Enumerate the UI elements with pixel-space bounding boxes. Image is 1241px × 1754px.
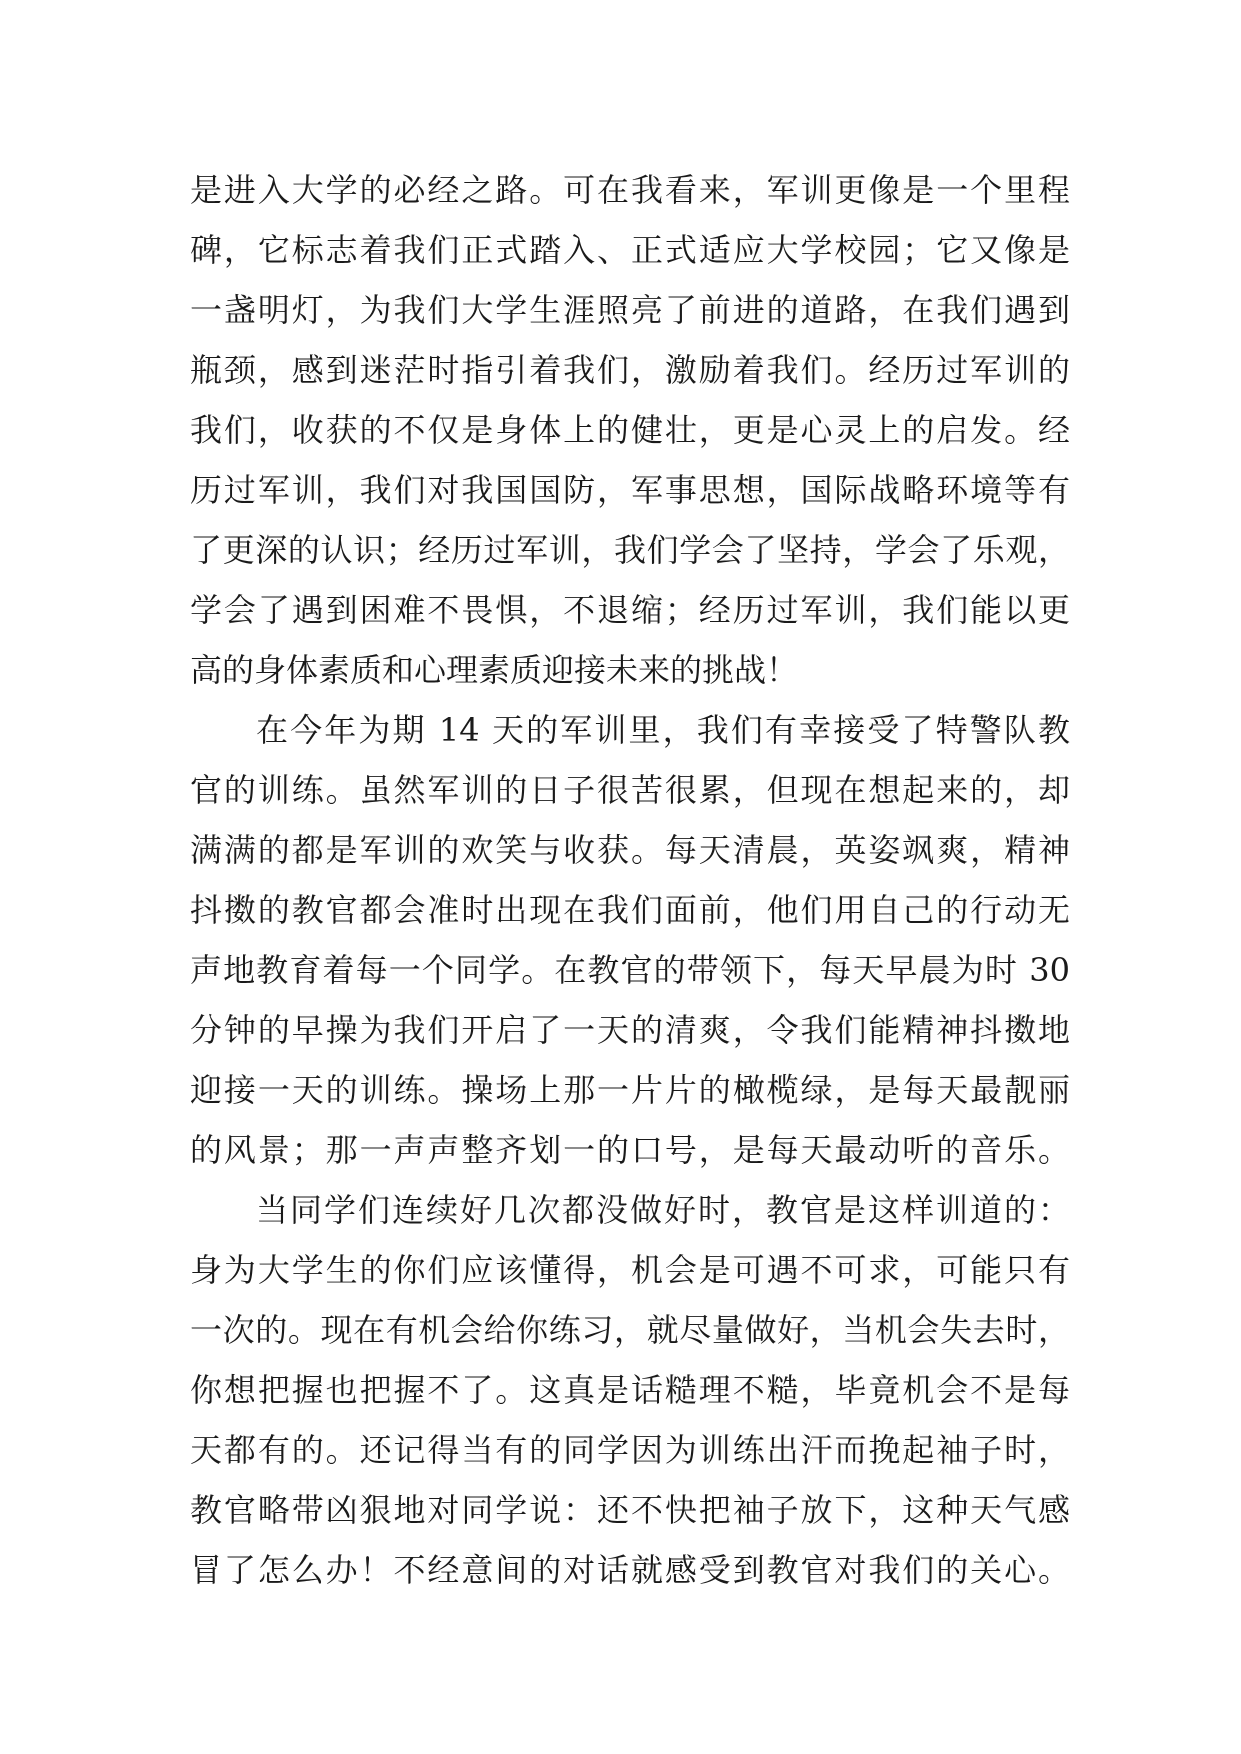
text-line: 天都有的。还记得当有的同学因为训练出汗而挽起袖子时， [190, 1431, 1070, 1469]
text-line: 我们，收获的不仅是身体上的健壮，更是心灵上的启发。经 [190, 411, 1070, 449]
paragraph-3 [190, 1180, 1070, 1600]
text-line: 教官略带凶狠地对同学说：还不快把袖子放下，这种天气感 [190, 1491, 1070, 1529]
paragraph-2 [190, 700, 1070, 1180]
text-line: 一盏明灯，为我们大学生涯照亮了前进的道路，在我们遇到 [190, 291, 1070, 329]
text-line: 抖擞的教官都会准时出现在我们面前，他们用自己的行动无 [190, 891, 1070, 929]
text-line: 学会了遇到困难不畏惧，不退缩；经历过军训，我们能以更 [190, 591, 1070, 629]
text-line: 在今年为期 14 天的军训里，我们有幸接受了特警队教 [256, 711, 1070, 749]
text-line: 冒了怎么办！不经意间的对话就感受到教官对我们的关心。 [190, 1551, 1070, 1589]
document-body [190, 160, 1070, 1600]
text-line: 分钟的早操为我们开启了一天的清爽，令我们能精神抖擞地 [190, 1011, 1070, 1049]
text-line: 瓶颈，感到迷茫时指引着我们，激励着我们。经历过军训的 [190, 351, 1070, 389]
text-line: 碑，它标志着我们正式踏入、正式适应大学校园；它又像是 [190, 231, 1070, 269]
paragraph-1 [190, 160, 1070, 700]
text-line: 一次的。现在有机会给你练习，就尽量做好，当机会失去时， [190, 1311, 1070, 1349]
text-line: 是进入大学的必经之路。可在我看来，军训更像是一个里程 [190, 171, 1070, 209]
text-line: 满满的都是军训的欢笑与收获。每天清晨，英姿飒爽，精神 [190, 831, 1070, 869]
text-line: 了更深的认识；经历过军训，我们学会了坚持，学会了乐观， [190, 531, 1070, 569]
text-line: 身为大学生的你们应该懂得，机会是可遇不可求，可能只有 [190, 1251, 1070, 1289]
text-line: 官的训练。虽然军训的日子很苦很累，但现在想起来的，却 [190, 771, 1070, 809]
text-line: 迎接一天的训练。操场上那一片片的橄榄绿，是每天最靓丽 [190, 1071, 1070, 1109]
text-line: 当同学们连续好几次都没做好时，教官是这样训道的： [256, 1191, 1070, 1229]
text-line: 的风景；那一声声整齐划一的口号，是每天最动听的音乐。 [190, 1131, 1070, 1169]
text-line: 高的身体素质和心理素质迎接未来的挑战！ [190, 651, 799, 689]
text-line: 声地教育着每一个同学。在教官的带领下，每天早晨为时 30 [190, 951, 1070, 989]
text-line: 你想把握也把握不了。这真是话糙理不糙，毕竟机会不是每 [190, 1371, 1070, 1409]
text-line: 历过军训，我们对我国国防，军事思想，国际战略环境等有 [190, 471, 1070, 509]
